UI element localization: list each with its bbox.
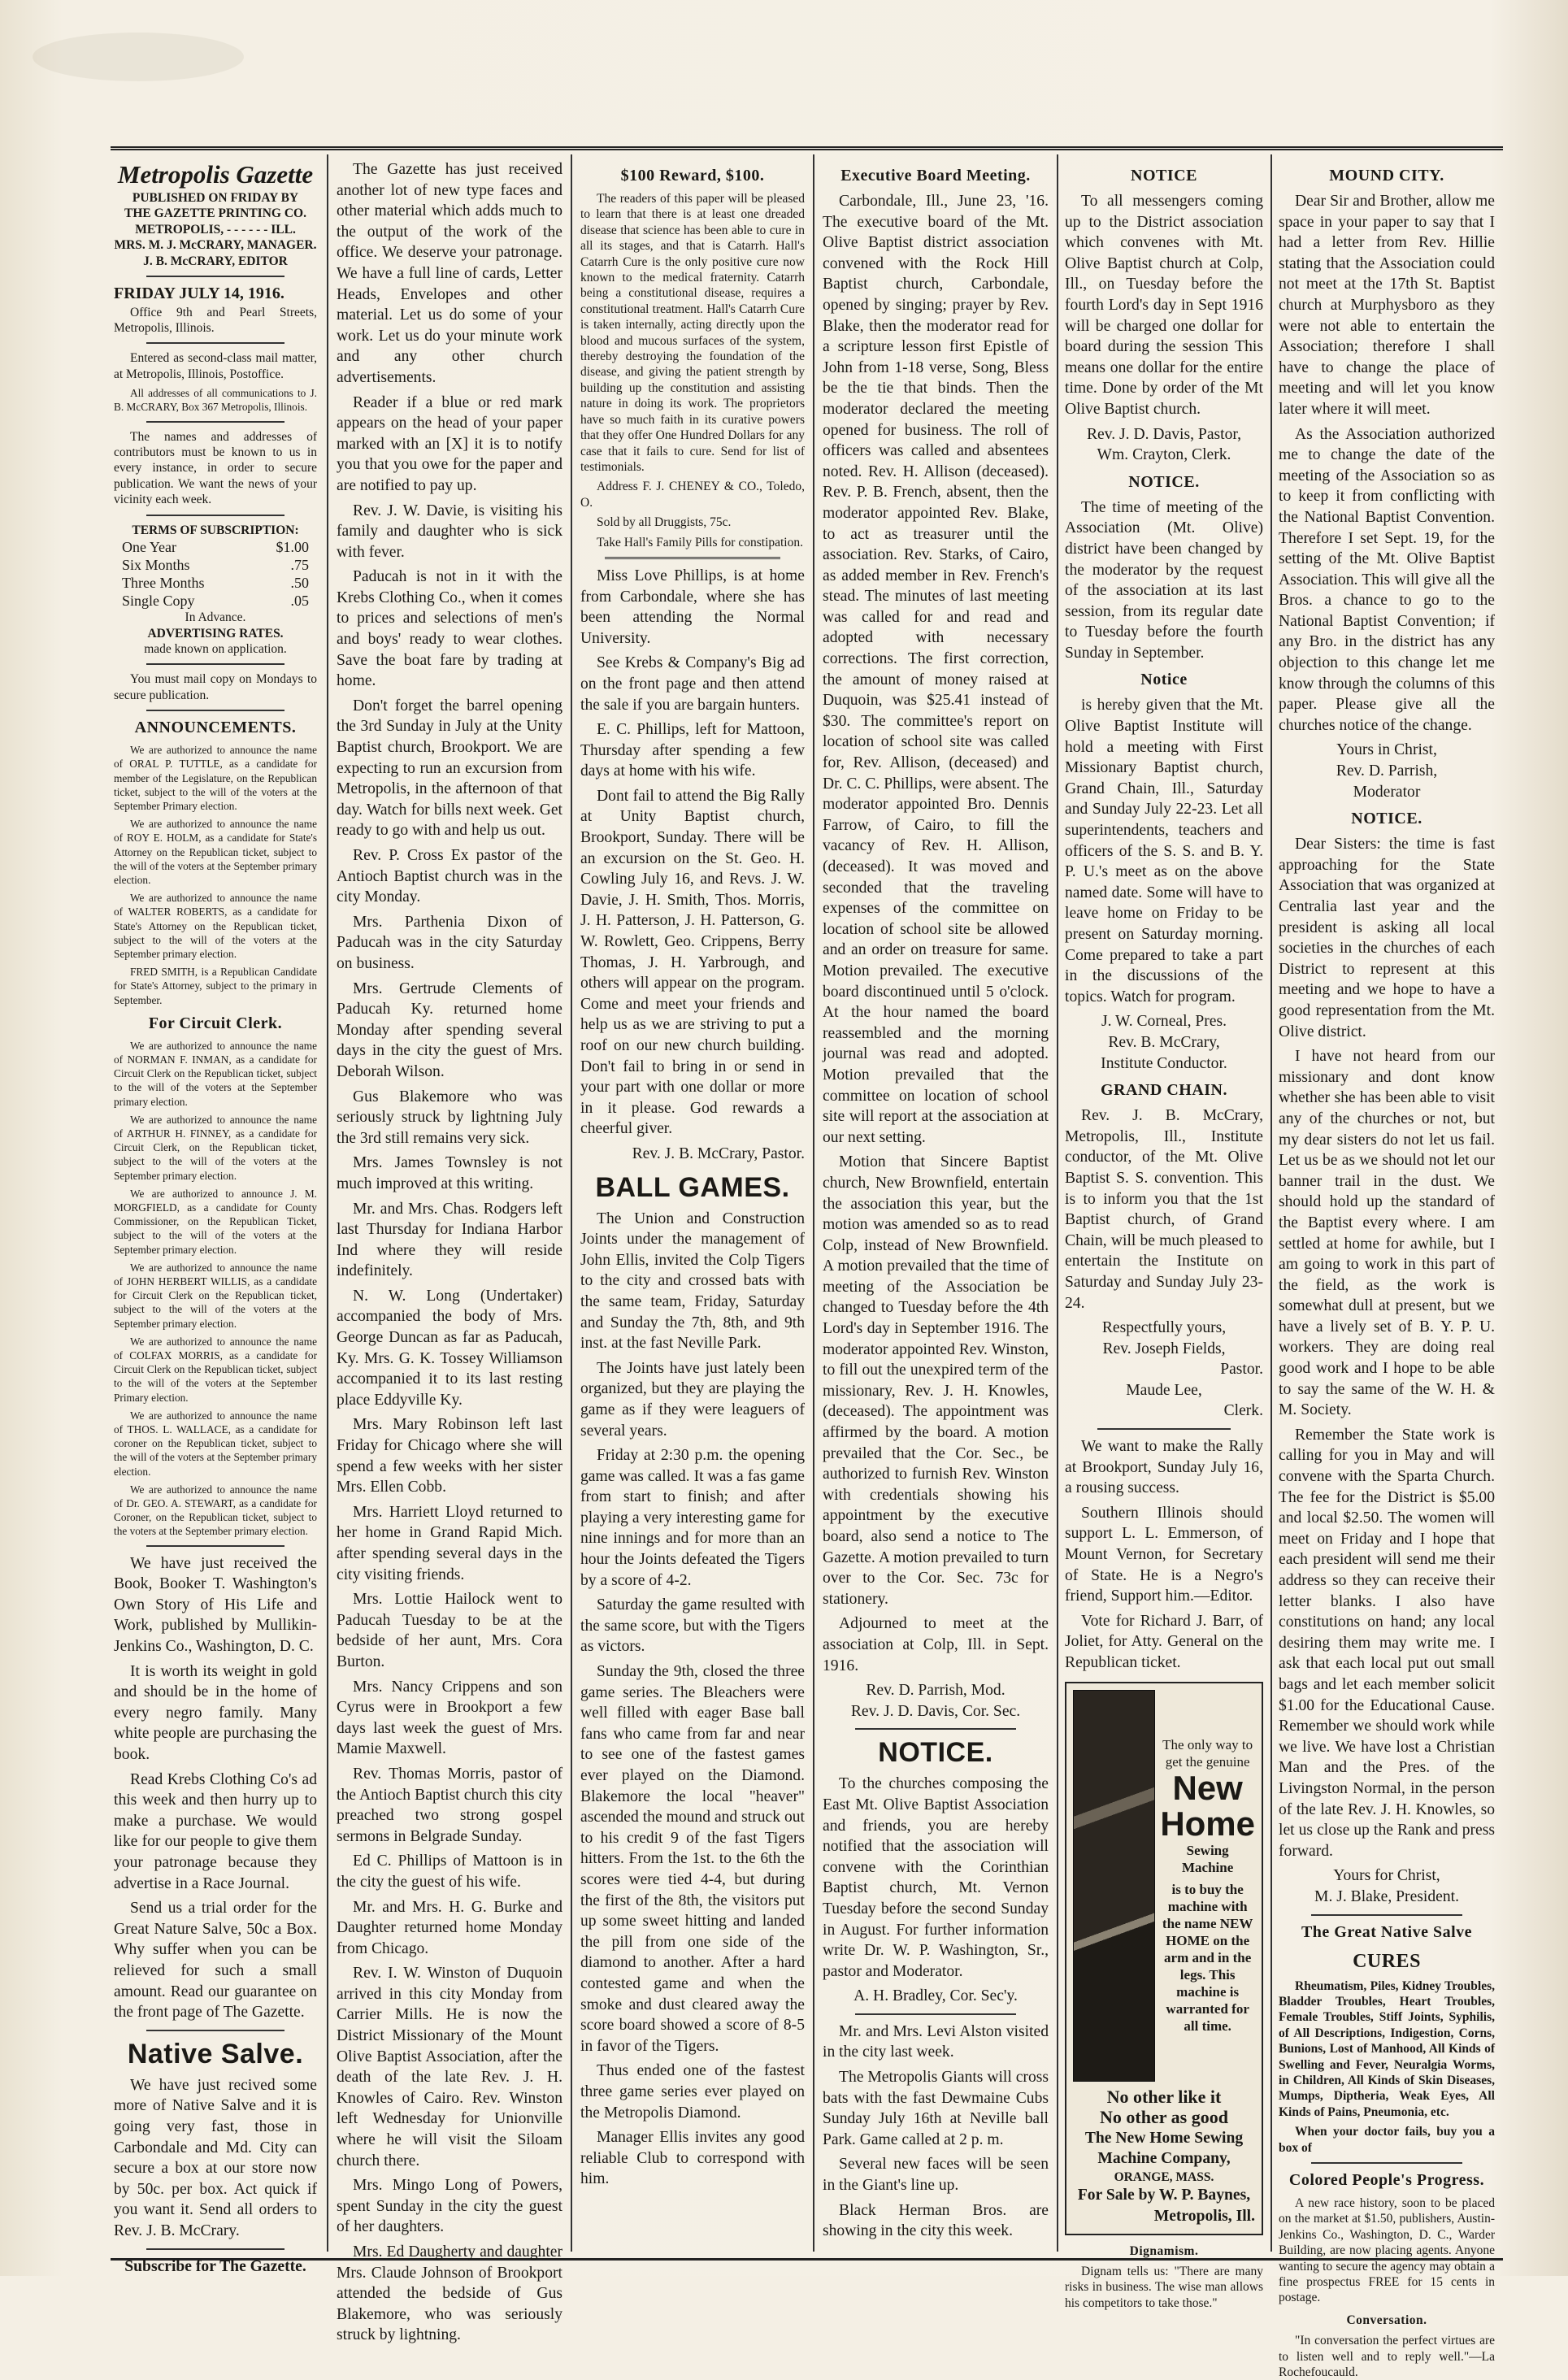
terms-price: .50 xyxy=(290,575,309,592)
signature: A. H. Bradley, Cor. Sec'y. xyxy=(853,1987,1018,2005)
announcement: We are authorized to announce the name of WALTER ROBERTS, as a candidate for State's Attorney on the Republican ticket, subject to the will of the voters at the September primary election. xyxy=(114,892,317,960)
news-item: Mrs. Harriett Lloyd returned to her home in Grand Rapid Mich. after spending several days in the city visiting friends. xyxy=(337,1503,562,1583)
news-item: Ed C. Phillips of Mattoon is in the city the guest of his wife. xyxy=(337,1852,562,1891)
news-item: Black Herman Bros. are showing in the city this week. xyxy=(823,2201,1049,2240)
news-item: Mr. and Mrs. Levi Alston visited in the city last week. xyxy=(823,2022,1049,2061)
progress-heading: Colored People's Progress. xyxy=(1288,2170,1485,2189)
news-item: Mr. and Mrs. H. G. Burke and Daughter returned home Monday from Chicago. xyxy=(337,1898,562,1957)
news-item: Remember the State work is calling for you in May and will convene with the Sparta Church. The fee for the District is $5.00 and local $2.50. The women will meet on Friday and I hope that each president will send me their address so they can receive their letter blanks. I also have constitutions on hand; any local desiring them may write me. I ask that each local put out small bags and let each member solicit $1.00 for the Educational Cause. Remember we should work while we live. We have lost a Christian Man and the Pres. of the Livingston Normal, in the person of the late Rev. J. H. Knowles, so let us close up the Rank and press forward. xyxy=(1279,1426,1495,1860)
divider xyxy=(146,663,284,665)
news-item: Read Krebs Clothing Co's ad this week and then hurry up to make a purchase. We would like for our people to give them your patronage because they advertise in a Race Journal. xyxy=(114,1770,317,1892)
sewing-machine-illustration xyxy=(1073,1690,1155,2082)
executive-board-heading: Executive Board Meeting. xyxy=(840,167,1031,185)
news-item: See Krebs & Company's Big ad on the front page and then attend the sale if you are bargain hunters. xyxy=(580,654,805,714)
terms-note: In Advance. xyxy=(185,610,246,625)
terms-price: $1.00 xyxy=(276,539,309,556)
news-item: Paducah is not in it with the Krebs Clothing Co., when it comes to prices and selections of men's and boys' ready to wear clothes. Save the boat fare by trading at home. xyxy=(337,568,562,690)
reward-address: Address F. J. CHENEY & CO., Toledo, O. xyxy=(580,480,805,510)
news-item: Rev. Thomas Morris, pastor of the Antioch Baptist church this city preached two strong gospel sermons in Belgrade Sunday. xyxy=(337,1765,562,1845)
entered-note: Entered as second-class mail matter, at Metropolis, Illinois, Postoffice. xyxy=(114,351,317,381)
divider xyxy=(146,515,284,516)
signature: Moderator xyxy=(1353,783,1421,801)
column-1 xyxy=(114,159,317,2275)
news-item: We have just received the Book, Booker T. Washington's Own Story of His Life and Work, published by Mullikin-Jenkins Co., Washington, D. C. xyxy=(114,1554,317,1656)
publisher-line: THE GAZETTE PRINTING CO. xyxy=(124,206,306,221)
terms-row xyxy=(114,592,317,610)
notice-heading: NOTICE. xyxy=(878,1737,993,1769)
news-item: Dont fail to attend the Big Rally at Unity Baptist church, Brookport, Sunday. There will be an excursion on the St. Geo. H. Cowling July 16, and Revs. J. W. Davie, J. H. Smith, Thos. Morris, J. H. Patterson, J. H. Patterson, G. W. Rowlett, Geo. Crippens, Berry Thomas, J. H. Yarbrough, and others will appear on the program. Come and meet your friends and help us as we are striving to put a roof on our new church building. Don't fail to bring in or send in your part with one dollar or more in it please. God rewards a cheerful giver. xyxy=(580,787,805,1138)
office-address: Office 9th and Pearl Streets, Metropolis, Illinois. xyxy=(114,305,317,336)
divider xyxy=(146,2030,284,2031)
signature: Yours in Christ, xyxy=(1336,741,1437,759)
ad-no-other: No other like it xyxy=(1106,2086,1222,2107)
announcement: We are authorized to announce the name of THOS. L. WALLACE, as a candidate for coroner on the Republican ticket, subject to the will of the voters at the September primary election. xyxy=(114,1409,317,1478)
divider xyxy=(146,342,284,344)
terms-row xyxy=(114,538,317,556)
news-item: Sunday the 9th, closed the three game series. The Bleachers were well filled with eager Base ball fans who came from far and near to see one of the fastest games ever played on the Diamond. Blakemore the local "heaver" ascended the mound and struck out to his credit 9 of the fast Tigers hitters. From the 1st. to the 6th the scores were tied 4-4, but during the first of the 8th, the visitors put up some sweet hitting and landed the pill from one side of the diamond to another. After a hard contested game and when the smoke and dust cleared away the score board showed a score of 8-5 in favor of the Tigers. xyxy=(580,1663,805,2055)
notice-heading: NOTICE xyxy=(1131,167,1197,185)
news-item: Rev. J. B. McCrary, Metropolis, Ill., Institute conductor, of the Mt. Olive Baptist S. S. convention. This is to inform you that the 1st Baptist church, of Grand Chain, will be much pleased to entertain the Institute on Saturday and Sunday July 23-24. xyxy=(1065,1107,1263,1312)
signature: Clerk. xyxy=(1223,1402,1263,1420)
divider xyxy=(146,1545,284,1547)
terms-row xyxy=(114,556,317,574)
signature: J. W. Corneal, Pres. xyxy=(1101,1013,1227,1031)
news-item: Dear Sisters: the time is fast approaching for the State Association that was organized at Centralia last year and the president is asking all local societies in the churches of each District to represent at this meeting and we hope to have a good representation from the Mt. Olive district. xyxy=(1279,836,1495,1040)
divider xyxy=(146,710,284,711)
column-rule xyxy=(813,154,814,2252)
conversation-heading: Conversation. xyxy=(1346,2313,1427,2327)
signature: Rev. J. D. Davis, Cor. Sec. xyxy=(850,1702,1021,1720)
news-item: The Joints have just lately been organized, but they are playing the game as if they were leaguers of several years. xyxy=(580,1359,805,1440)
signature: Maude Lee, xyxy=(1126,1381,1202,1399)
signature: Yours for Christ, xyxy=(1333,1867,1440,1885)
salve-cures: CURES xyxy=(1353,1950,1421,1972)
news-item: Mrs. Parthenia Dixon of Paducah was in the city Saturday on business. xyxy=(337,913,562,972)
reward-pills: Take Hall's Family Pills for constipation. xyxy=(597,535,803,549)
news-item: Several new faces will be seen in the Giant's line up. xyxy=(823,2156,1049,2195)
news-item: Rev. I. W. Winston of Duquoin arrived in this city Monday from Carrier Mills. He is now the District Missionary of the Mount Olive Baptist Association, after the death of the late Rev. J. H. Knowles of Cairo. Rev. Winston left Wednesday for Unionville where he will visit the Siloam church there. xyxy=(337,1965,562,2169)
news-item: Dear Sir and Brother, allow me space in your paper to say that I had a letter from Rev. Hillie stating that the Association could not meet at the 17th St. Baptist church at Murphysboro as they were not able to entertain the Association; therefore I shall have to change the place of meeting and will let you know later where it will meet. xyxy=(1279,193,1495,418)
column-rule xyxy=(571,154,572,2252)
news-item: Mrs. Mary Robinson left last Friday for Chicago where she will spend a few weeks with her sister Mrs. Ellen Cobb. xyxy=(337,1416,562,1496)
advertising-note: made known on application. xyxy=(144,641,287,656)
divider xyxy=(1097,1428,1231,1430)
terms-row xyxy=(114,574,317,592)
news-item: Friday at 2:30 p.m. the opening game was called. It was a fas game from start to finish; and after playing a very interesting game for nine innings and for more than an hour the Joints defeated the Tigers by a score of 4-2. xyxy=(580,1447,805,1589)
terms-price: .75 xyxy=(290,557,309,574)
divider xyxy=(1311,2162,1462,2164)
notice-heading: NOTICE. xyxy=(1128,472,1200,491)
signature: Rev. J. B. McCrary, Pastor. xyxy=(632,1144,805,1162)
news-item: To the churches composing the East Mt. Olive Baptist Association and friends, you are hereby notified that the association will convene with the Corinthian Baptist church, Mt. Vernon Tuesday before the second Sunday in August. For further information write Dr. W. P. Washington, Sr., pastor and Moderator. xyxy=(823,1775,1049,1980)
ad-seller-place: Metropolis, Ill. xyxy=(1153,2207,1255,2225)
divider xyxy=(146,276,284,277)
terms-title: TERMS OF SUBSCRIPTION: xyxy=(132,523,299,537)
address-note: All addresses of all communications to J. B. McCRARY, Box 367 Metropolis, Illinois. xyxy=(114,387,317,414)
news-item: Rev. P. Cross Ex pastor of the Antioch Baptist church was in the city Monday. xyxy=(337,847,562,906)
ad-maker-place: ORANGE, MASS. xyxy=(1114,2169,1214,2184)
contributors-note: The names and addresses of contributors must be known to us in every instance, in order to secure publication. We want the news of your vicinity each week. xyxy=(114,429,317,507)
news-item: We want to make the Rally at Brookport, Sunday July 16, a rousing success. xyxy=(1065,1438,1263,1497)
publisher-line: MRS. M. J. McCRARY, MANAGER. xyxy=(114,238,317,253)
grand-chain-heading: GRAND CHAIN. xyxy=(1101,1081,1227,1100)
masthead-title: Metropolis Gazette xyxy=(117,160,314,189)
news-item: The Metropolis Giants will cross bats with the fast Dewmaine Cubs Sunday July 16th at Neville ball Park. Game called at 2 p. m. xyxy=(823,2069,1049,2148)
circuit-clerk-heading: For Circuit Clerk. xyxy=(148,1014,283,1032)
announcement: We are authorized to announce J. M. MORGFIELD, as a candidate for County Commissioner, on the Republican Ticket, subject to the will of the voters at the September primary election. xyxy=(114,1187,317,1256)
signature: Rev. D. Parrish, Mod. xyxy=(866,1682,1006,1700)
news-item: We have just recived some more of Native Salve and it is going very fast, those in Carbondale and Md. City can secure a box at our store now by 50c. per box. Act quick if you want it. Send all orders to Rev. J. B. McCrary. xyxy=(114,2076,317,2239)
signature: Pastor. xyxy=(1220,1361,1263,1379)
news-item: Mrs. Gertrude Clements of Paducah Ky. returned home Monday after spending several days in the city the guest of Mrs. Deborah Wilson. xyxy=(337,979,562,1080)
column-rule xyxy=(1270,154,1272,2252)
column-2 xyxy=(337,159,562,2344)
divider xyxy=(146,2248,284,2250)
column-3 xyxy=(580,159,805,2248)
ball-games-heading: BALL GAMES. xyxy=(595,1171,790,1203)
column-4 xyxy=(823,159,1049,2248)
news-item: Send us a trial order for the Great Nature Salve, 50c a Box. Why suffer when you can be relieved for such a small amount. Read our guarantee on the front page of The Gazette. xyxy=(114,1900,317,2022)
news-item: Saturday the game resulted with the same score, but with the Tigers as victors. xyxy=(580,1596,805,1656)
announcement: We are authorized to announce the name of JOHN HERBERT WILLIS, as a candidate for Circuit Clerk on the Republican ticket, subject to the will of the voters at the September primary election. xyxy=(114,1261,317,1330)
news-item: Southern Illinois should support L. L. Emmerson, of Mount Vernon, for Secretary of State. He is a Negro's friend, Support him.—Editor. xyxy=(1065,1504,1263,1605)
signature: Institute Conductor. xyxy=(1101,1054,1227,1072)
news-item: Vote for Richard J. Barr, of Joliet, for Atty. General on the Republican ticket. xyxy=(1065,1612,1263,1671)
divider xyxy=(605,557,780,559)
ad-lead: The only way to get the genuine xyxy=(1162,1737,1253,1770)
column-6 xyxy=(1279,159,1495,2380)
news-item: is hereby given that the Mt. Olive Baptist Institute will hold a meeting with First Missionary Baptist church, Grand Chain, Ill., Saturday and Sunday July 22-23. Let all superintendents, teachers and officers of the S. S. and B. Y. P. U.'s meet as on the above named date. Some will have to leave home on Friday to be present on Saturday morning. Come prepared to take a part in the discussions of the topics. Watch for program. xyxy=(1065,697,1263,1005)
reward-text: The readers of this paper will be pleased to learn that there is at least one dreaded disease that science has been able to cure in all its stages, and that is Catarrh. Hall's Catarrh Cure is the only positive cure now known to the medical fraternity. Catarrh being a constitutional disease, requires a constitutional treatment. Hall's Catarrh Cure is taken internally, acting directly upon the blood and mucous surfaces of the system, thereby destroying the foundation of the disease, and giving the patient strength by building up the constitution and assisting nature in doing its work. The proprietors have so much faith in its curative powers that they offer One Hundred Dollars for any case that it fails to cure. Send for list of testimonials. xyxy=(580,192,805,474)
reward-heading: $100 Reward, $100. xyxy=(620,167,765,185)
native-salve-heading: Native Salve. xyxy=(127,2038,304,2069)
publisher-line: J. B. McCRARY, EDITOR xyxy=(143,254,288,268)
news-item: I have not heard from our missionary and dont know whether she has been able to visit any of the churches or not, but my dear sisters do not let us fail. Let us be as we should not let our banner trail in the dust. We should hold up the standard of the Baptist every where. I am settled at home for awhile, but I am going to work in this part of the field, as the work is somewhat dull at present, but we have a lively set of B. Y. P. U. workers. They are doing real good work and I hope to be able to say the same of the W. H. & M. Society. xyxy=(1279,1048,1495,1419)
news-item: Mr. and Mrs. Chas. Rodgers left last Thursday for Indiana Harbor Ind where they will reside indefinitely. xyxy=(337,1200,562,1280)
announcements-heading: ANNOUNCEMENTS. xyxy=(134,719,297,737)
progress-text: A new race history, soon to be placed on the market at $1.50, publishers, Austin-Jenkins Co., Washington, D. C., Warder Building, are now placing agents. Anyone wanting to secure the agency may obtain a fine prospectus FREE for 15 cents in postage. xyxy=(1279,2195,1495,2305)
divider xyxy=(855,1728,1016,1730)
news-item: Don't forget the barrel opening the 3rd Sunday in July at the Unity Baptist church, Brookport. We are expecting to run an excursion from Metropolis, in the afternoon of that day. Watch for bills next week. Get ready to go with and help us out. xyxy=(337,697,562,840)
announcement: We are authorized to announce the name of ROY E. HOLM, as a candidate for State's Attorney on the Republican ticket, subject to the will of the voters at the September primary election. xyxy=(114,818,317,886)
notice-heading: NOTICE. xyxy=(1351,810,1422,828)
terms-label: Single Copy xyxy=(122,593,195,610)
news-item: Mrs. Ed Daugherty and daughter Mrs. Claude Johnson of Brookport attended the bedside of Gus Blakemore, who was seriously struck by lightning. xyxy=(337,2243,562,2344)
news-item: The Gazette has just received another lot of new type faces and other material which adds much to the output of the work of the office. We deserve your patronage. We have a full line of cards, Letter Heads, Envelopes and other material. Let us do some of your work. Let us do your minute work and any other church advertisements. xyxy=(337,161,562,386)
divider xyxy=(855,2013,1016,2015)
news-item: Manager Ellis invites any good reliable Club to correspond with him. xyxy=(580,2129,805,2188)
terms-label: Six Months xyxy=(122,557,190,574)
announcement: FRED SMITH, is a Republican Candidate for State's Attorney, subject to the primary in September. xyxy=(114,966,317,1006)
column-rule xyxy=(327,154,328,2252)
news-item: As the Association authorized me to change the date of the meeting of the Association so as to keep it from conflicting with the National Baptist Convention. Therefore I set Sept. 19, for the setting of the Mt. Olive Baptist Association. This will give all the Bros. a chance to go to the National Baptist Convention; if any Bro. in the district has any objection to this change let me know through the columns of this paper. Please give all the churches notice of the change. xyxy=(1279,425,1495,734)
signature: Rev. Joseph Fields, xyxy=(1102,1340,1226,1357)
dignamism-heading: Dignamism. xyxy=(1129,2243,1199,2258)
news-item: E. C. Phillips, left for Mattoon, Thursday after spending a few days at home with his wife. xyxy=(580,721,805,780)
ad-seller: For Sale by W. P. Baynes, xyxy=(1077,2187,1251,2204)
ad-no-other-2: No other as good xyxy=(1100,2107,1228,2128)
publisher-line: PUBLISHED ON FRIDAY BY xyxy=(132,191,299,205)
salve-text: Rheumatism, Piles, Kidney Troubles, Bladder Troubles, Heart Troubles, Female Troubles, Stiff Joints, Syphilis, of All Descriptions, Indigestion, Corns, Bunions, Lost of Manhood, All Kinds of Swelling and Fever, Neuralgia Worms, in Children, All Kinds of Skin Diseases, Mumps, Diptheria, Weak Eyes, All Kinds of Pains, Pneumonia, etc. xyxy=(1279,1978,1495,2119)
news-item: Gus Blakemore who was seriously struck by lightning July the 3rd still remains very sick. xyxy=(337,1088,562,1147)
column-5 xyxy=(1065,159,1263,2310)
paper-stain xyxy=(33,33,244,81)
announcement: We are authorized to announce the name of NORMAN F. INMAN, as a candidate for Circuit Clerk on the Republican ticket, subject to the will of the voters at the September primary election. xyxy=(114,1039,317,1108)
news-item: The Union and Construction Joints under the management of John Ellis, invited the Colp Tigers to the city and crossed bats with the same team, Friday, Saturday and Sunday the 7th, 8th, and 9th inst. at the fast Neville Park. xyxy=(580,1210,805,1353)
announcement: We are authorized to announce the name of ARTHUR H. FINNEY, as a candidate for Circuit Clerk, on the Republican ticket, subject to the will of the voters at the September primary election. xyxy=(114,1113,317,1182)
conversation-text: "In conversation the perfect virtues are to listen well and to reply well."—La Rochefoucauld. xyxy=(1279,2334,1495,2380)
signature: Rev. D. Parrish, xyxy=(1336,762,1438,780)
announcement: We are authorized to announce the name of Dr. GEO. A. STEWART, as a candidate for Coroner, on the Republican ticket, subject to the voters at the September primary election. xyxy=(114,1483,317,1538)
salve-heading: The Great Native Salve xyxy=(1301,1922,1473,1941)
terms-label: Three Months xyxy=(122,575,205,592)
signature: Respectfully yours, xyxy=(1101,1319,1227,1337)
news-item: The time of meeting of the Association (Mt. Olive) district have been changed by the moderator by the request of the association at its last session, from its regular date to Tuesday before the fourth Sunday in September. xyxy=(1065,498,1263,662)
publisher-line: METROPOLIS, - - - - - - ILL. xyxy=(135,222,296,237)
news-item: N. W. Long (Undertaker) accompanied the body of Mrs. George Duncan as far as Paducah, Ky. Mrs. G. K. Tossey Williamson accompanied it to its last resting place Eddyville Ky. xyxy=(337,1287,562,1409)
news-item: Adjourned to meet at the association at Colp, Ill. in Sept. 1916. xyxy=(823,1615,1049,1674)
ad-title: New Home xyxy=(1160,1769,1256,1844)
news-item: Mrs. Nancy Crippens and son Cyrus were in Brookport a few days last week the guest of Mrs. Mamie Maxwell. xyxy=(337,1678,562,1758)
news-item: Motion that Sincere Baptist church, New Brownfield, entertain the association this year, but the motion was amended so as to read Colp, instead of New Brownfield. A motion prevailed that the time of meeting of the Association be changed to Tuesday before the 4th Lord's day in September 1916. The moderator appointed Rev. Winston, to fill out the unexpired term of the missionary, Rev. J. H. Knowles, (deceased). The appointment was affirmed by the board. A motion prevailed that the Cor. Sec., be authorized to furnish Rev. Winston with credentials showing his appointment by the executive board, also send a notice to The Gazette. A motion prevailed to turn over to the Cor. Sec. 73c for stationery. xyxy=(823,1153,1049,1608)
copy-note: You must mail copy on Mondays to secure publication. xyxy=(114,672,317,702)
news-item: Mrs. James Townsley is not much improved at this writing. xyxy=(337,1154,562,1192)
signature: Rev. B. McCrary, xyxy=(1108,1033,1220,1051)
notice-heading: Notice xyxy=(1140,671,1188,689)
column-rule xyxy=(1057,154,1058,2252)
news-item: Carbondale, Ill., June 23, '16. The executive board of the Mt. Olive Baptist district association convened with the Rock Hill Baptist church, Carbondale, opened by singing; prayer by Rev. Blake, then the moderator read for a scripture lesson first Epistle of John from 1-18 verse, Song, Bless be the tie that binds. Then the moderator declared the meeting opened for business. The roll of officers was called and absentees noted. Rev. H. Allison (deceased). Rev. P. B. French, absent, then the moderator appointed Rev. Blake, to act as treasurer until the association. Rev. Starks, of Cairo, as added member in Rev. French's stead. The minutes of last meeting was called for and read and adopted with necessary corrections. The first correction, the amount of money raised at Duquoin, was $25.41 instead of $30. The committee's report on location of school site was called for, Rev. Allison, (deceased) and Dr. C. C. Phillips, were absent. The moderator appointed Bro. Dennis Farrow, of Cairo, to fill the vacancy of Rev. H. Allison, (deceased). It was moved and seconded that the traveling expenses of the committee on location of school site be allowed and an order on treasure for same. Motion prevailed. The executive board discontinued until 5 o'clock. At the hour named the board reassembled and the morning journal was read and adopted. Motion prevailed that the committee on location of school site will report at the association at our next setting. xyxy=(823,193,1049,1146)
news-item: Miss Love Phillips, is at home from Carbondale, where she has been attending the Normal University. xyxy=(580,567,805,647)
news-item: To all messengers coming up to the District association which convenes with Mt. Olive Baptist church at Colp, Ill., on Tuesday before the fourth Lord's day in Sept 1916 will be charged one dollar for board during the session This means one dollar for the entire time. Done by order of the Mt Olive Baptist church. xyxy=(1065,193,1263,418)
signature: M. J. Blake, President. xyxy=(1314,1887,1459,1905)
announcement: We are authorized to announce the name of ORAL P. TUTTLE, as a candidate for member of the Legislature, on the Republican ticket, subject to the will of the voters at the September Primary election. xyxy=(114,744,317,812)
news-item: Rev. J. W. Davie, is visiting his family and daughter who is sick with fever. xyxy=(337,502,562,561)
ad-subtitle: Sewing Machine xyxy=(1182,1843,1234,1876)
divider xyxy=(1311,1914,1462,1916)
ad-maker: The New Home Sewing Machine Company, xyxy=(1084,2129,1244,2168)
ad-body: is to buy the machine with the name NEW HOME on the arm and in the legs. This machine is warranted for all time. xyxy=(1162,1882,1253,2035)
news-item: Mrs. Lottie Hailock went to Paducah Tuesday to be at the bedside of her aunt, Mrs. Cora Burton. xyxy=(337,1591,562,1670)
salve-doctor: When your doctor fails, buy you a box of xyxy=(1279,2125,1495,2155)
mound-city-heading: MOUND CITY. xyxy=(1329,167,1444,185)
news-item: Thus ended one of the fastest three game series ever played on the Metropolis Diamond. xyxy=(580,2062,805,2122)
subscribe-line: Subscribe for The Gazette. xyxy=(124,2257,306,2275)
issue-date: FRIDAY JULY 14, 1916. xyxy=(114,284,284,303)
sewing-machine-ad xyxy=(1065,1682,1263,2235)
dignamism-text: Dignam tells us: "There are many risks in business. The wise man allows his competitors to take those." xyxy=(1065,2264,1263,2310)
terms-label: One Year xyxy=(122,539,176,556)
divider xyxy=(146,421,284,423)
signature: Wm. Crayton, Clerk. xyxy=(1097,446,1231,464)
news-item: Mrs. Mingo Long of Powers, spent Sunday in the city the guest of her daughters. xyxy=(337,2177,562,2236)
signature: Rev. J. D. Davis, Pastor, xyxy=(1086,425,1242,443)
news-item: Reader if a blue or red mark appears on the head of your paper marked with an [X] it is to notify you that you owe for the paper and are notified to pay up. xyxy=(337,393,562,494)
news-item: It is worth its weight in gold and should be in the home of every negro family. Many white people are purchasing the book. xyxy=(114,1662,317,1764)
top-rule xyxy=(111,146,1503,150)
terms-price: .05 xyxy=(290,593,309,610)
advertising-title: ADVERTISING RATES. xyxy=(147,626,284,641)
reward-sold: Sold by all Druggists, 75c. xyxy=(597,515,732,530)
announcement: We are authorized to announce the name of COLFAX MORRIS, as a candidate for Circuit Clerk on the Republican ticket, subject to the will of the voters at the September Primary election. xyxy=(114,1335,317,1404)
